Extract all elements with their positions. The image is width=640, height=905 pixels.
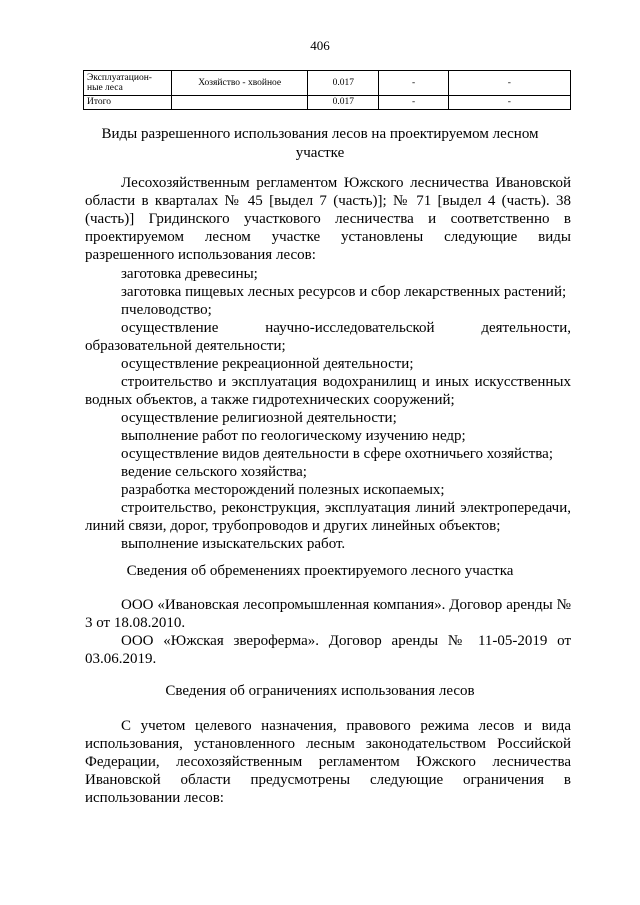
table-cell: Эксплуатацион- ные леса: [84, 71, 172, 96]
intro-paragraph: Лесохозяйственным регламентом Южского лесничества Ивановской области в кварталах № 45 [выдел 7 (часть)]; № 71 [выдел 4 (часть). 38 (часть)] Гридинского участкового лесничества и соответственно в проектируемом лесном участке установлены следующие виды разрешенного использования лесов:: [85, 175, 571, 263]
list-item: осуществление видов деятельности в сфере охотничьего хозяйства;: [121, 446, 554, 462]
table-row: [84, 96, 571, 110]
list-item: осуществление научно-исследовательской деятельности, образовательной деятельности;: [85, 320, 571, 354]
restrictions-paragraph: С учетом целевого назначения, правового режима лесов и вида использования, установленного лесным законодательством Российской Федерации, лесохозяйственным регламентом Южского лесничества Ивановской области предусмотрены следующие ограничения в использовании лесов:: [85, 718, 571, 806]
table-cell: Хозяйство - хвойное: [172, 71, 308, 96]
section-heading-restrictions: Сведения об ограничениях использования лесов: [165, 683, 475, 699]
table-cell: 0.017: [308, 96, 379, 110]
section-heading-encumbrances: Сведения об обременениях проектируемого лесного участка: [126, 563, 514, 579]
list-item: строительство, реконструкция, эксплуатация линий электропередачи, линий связи, дорог, трубопроводов и других линейных объектов;: [85, 500, 571, 534]
list-item: пчеловодство;: [121, 302, 212, 318]
list-item: строительство и эксплуатация водохранилищ и иных искусственных водных объектов, а также гидротехнических сооружений;: [85, 374, 571, 408]
list-item: осуществление рекреационной деятельности;: [121, 356, 414, 372]
list-item: осуществление религиозной деятельности;: [121, 410, 397, 426]
table-cell: -: [379, 71, 448, 96]
table-cell: -: [379, 96, 448, 110]
table-cell: Итого: [84, 96, 172, 110]
section-heading-permitted-uses-line1: Виды разрешенного использования лесов на проектируемом лесном: [101, 126, 539, 142]
table-cell: 0.017: [308, 71, 379, 96]
table-row: [84, 71, 571, 96]
table-cell: -: [448, 96, 570, 110]
section-heading-permitted-uses-line2: участке: [295, 145, 345, 161]
list-item: разработка месторождений полезных ископаемых;: [121, 482, 445, 498]
encumbrance-paragraph: ООО «Ивановская лесопромышленная компания». Договор аренды № 3 от 18.08.2010.: [85, 597, 571, 631]
list-item: выполнение работ по геологическому изучению недр;: [121, 428, 466, 444]
table-cell: [172, 96, 308, 110]
list-item: ведение сельского хозяйства;: [121, 464, 307, 480]
list-item: заготовка древесины;: [121, 266, 258, 282]
list-item: заготовка пищевых лесных ресурсов и сбор лекарственных растений;: [121, 284, 567, 300]
table-cell: -: [448, 71, 570, 96]
encumbrance-paragraph: ООО «Южская звероферма». Договор аренды № 11-05-2019 от 03.06.2019.: [85, 633, 571, 667]
list-item: выполнение изыскательских работ.: [121, 536, 346, 552]
page-number: 406: [310, 38, 330, 53]
forest-area-table: [83, 70, 571, 110]
